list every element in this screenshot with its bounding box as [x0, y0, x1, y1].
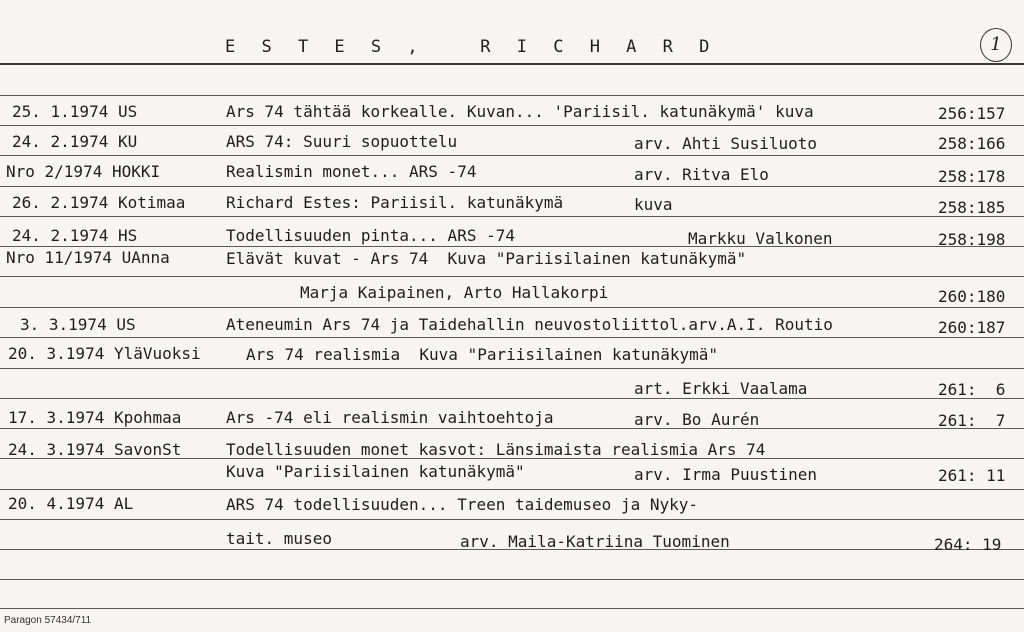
printer-mark: Paragon 57434/711: [4, 615, 92, 626]
entry-title: Todellisuuden monet kasvot: Länsimaista realismia Ars 74: [226, 440, 766, 459]
ruled-line: [0, 428, 1024, 429]
entry-date: 25. 1.1974 US: [12, 102, 138, 121]
entry-author: arv. Maila-Katriina Tuominen: [460, 532, 730, 551]
ruled-line: [0, 307, 1024, 308]
entry-title: Ars 74 tähtää korkealle. Kuvan... 'Pariisil. katunäkymä' kuva: [226, 102, 814, 121]
ruled-line: [0, 95, 1024, 96]
entry-title: Ars -74 eli realismin vaihtoehtoja: [226, 408, 554, 427]
entry-date: 20. 4.1974 AL: [8, 494, 134, 513]
ruled-line: [0, 246, 1024, 247]
ruled-line: [0, 337, 1024, 338]
ruled-line: [0, 368, 1024, 369]
ruled-line: [0, 519, 1024, 520]
entry-reference: 258:178: [938, 167, 1006, 186]
entry-title: ARS 74: Suuri sopuottelu: [226, 132, 458, 151]
ruled-line: [0, 125, 1024, 126]
page-number-circle: 1: [980, 28, 1012, 62]
entry-date: Nro 11/1974 UAnna: [6, 248, 170, 267]
entry-reference: 261: 11: [938, 466, 1006, 485]
ruled-line: [0, 608, 1024, 609]
entry-author: art. Erkki Vaalama: [634, 379, 808, 398]
entry-title: Realismin monet... ARS -74: [226, 162, 477, 181]
entry-reference: 258:166: [938, 134, 1006, 153]
ruled-line: [0, 155, 1024, 156]
entry-date: 3. 3.1974 US: [20, 315, 136, 334]
entry-title: Kuva "Pariisilainen katunäkymä": [226, 462, 525, 481]
entry-reference: 261: 7: [938, 411, 1006, 430]
entry-author: arv. Ahti Susiluoto: [634, 134, 818, 153]
entry-date: 17. 3.1974 Kpohmaa: [8, 408, 182, 427]
ruled-line: [0, 579, 1024, 580]
entry-author: arv. Irma Puustinen: [634, 465, 818, 484]
entry-author: arv. Ritva Elo: [634, 165, 769, 184]
ruled-line: [0, 276, 1024, 277]
entry-reference: 264: 19: [934, 535, 1002, 554]
entry-title: Ateneumin Ars 74 ja Taidehallin neuvostoliittol.arv.A.I. Routio: [226, 315, 833, 334]
entry-date: 20. 3.1974 YläVuoksi: [8, 344, 201, 363]
entry-reference: 256:157: [938, 104, 1006, 123]
entry-reference: 260:187: [938, 318, 1006, 337]
entry-reference: 258:185: [938, 198, 1006, 217]
ruled-line: [0, 398, 1024, 399]
entry-author-line: Marja Kaipainen, Arto Hallakorpi: [300, 283, 609, 302]
entry-date: Nro 2/1974 HOKKI: [6, 162, 161, 181]
entry-title: Elävät kuvat - Ars 74 Kuva "Pariisilainen katunäkymä": [226, 249, 747, 268]
entry-title: Ars 74 realismia Kuva "Pariisilainen katunäkymä": [246, 345, 719, 364]
entry-author: Markku Valkonen: [688, 229, 833, 248]
ruled-line: [0, 216, 1024, 217]
card-heading: E S T E S , R I C H A R D: [225, 37, 718, 57]
ruled-line: [0, 186, 1024, 187]
entry-title: tait. museo: [226, 529, 332, 548]
entry-reference: 261: 6: [938, 380, 1006, 399]
entry-title: Richard Estes: Pariisil. katunäkymä: [226, 193, 564, 212]
entry-title: Todellisuuden pinta... ARS -74: [226, 226, 515, 245]
entry-date: 24. 2.1974 HS: [12, 226, 138, 245]
entry-author: arv. Bo Aurén: [634, 410, 760, 429]
entry-date: 24. 2.1974 KU: [12, 132, 138, 151]
entry-date: 24. 3.1974 SavonSt: [8, 440, 182, 459]
entry-reference: 260:180: [938, 287, 1006, 306]
ruled-line: [0, 489, 1024, 490]
entry-reference: 258:198: [938, 230, 1006, 249]
entry-author: kuva: [634, 195, 673, 214]
heading-rule: [0, 63, 1024, 65]
entry-date: 26. 2.1974 Kotimaa: [12, 193, 186, 212]
entry-title: ARS 74 todellisuuden... Treen taidemuseo ja Nyky-: [226, 495, 699, 514]
